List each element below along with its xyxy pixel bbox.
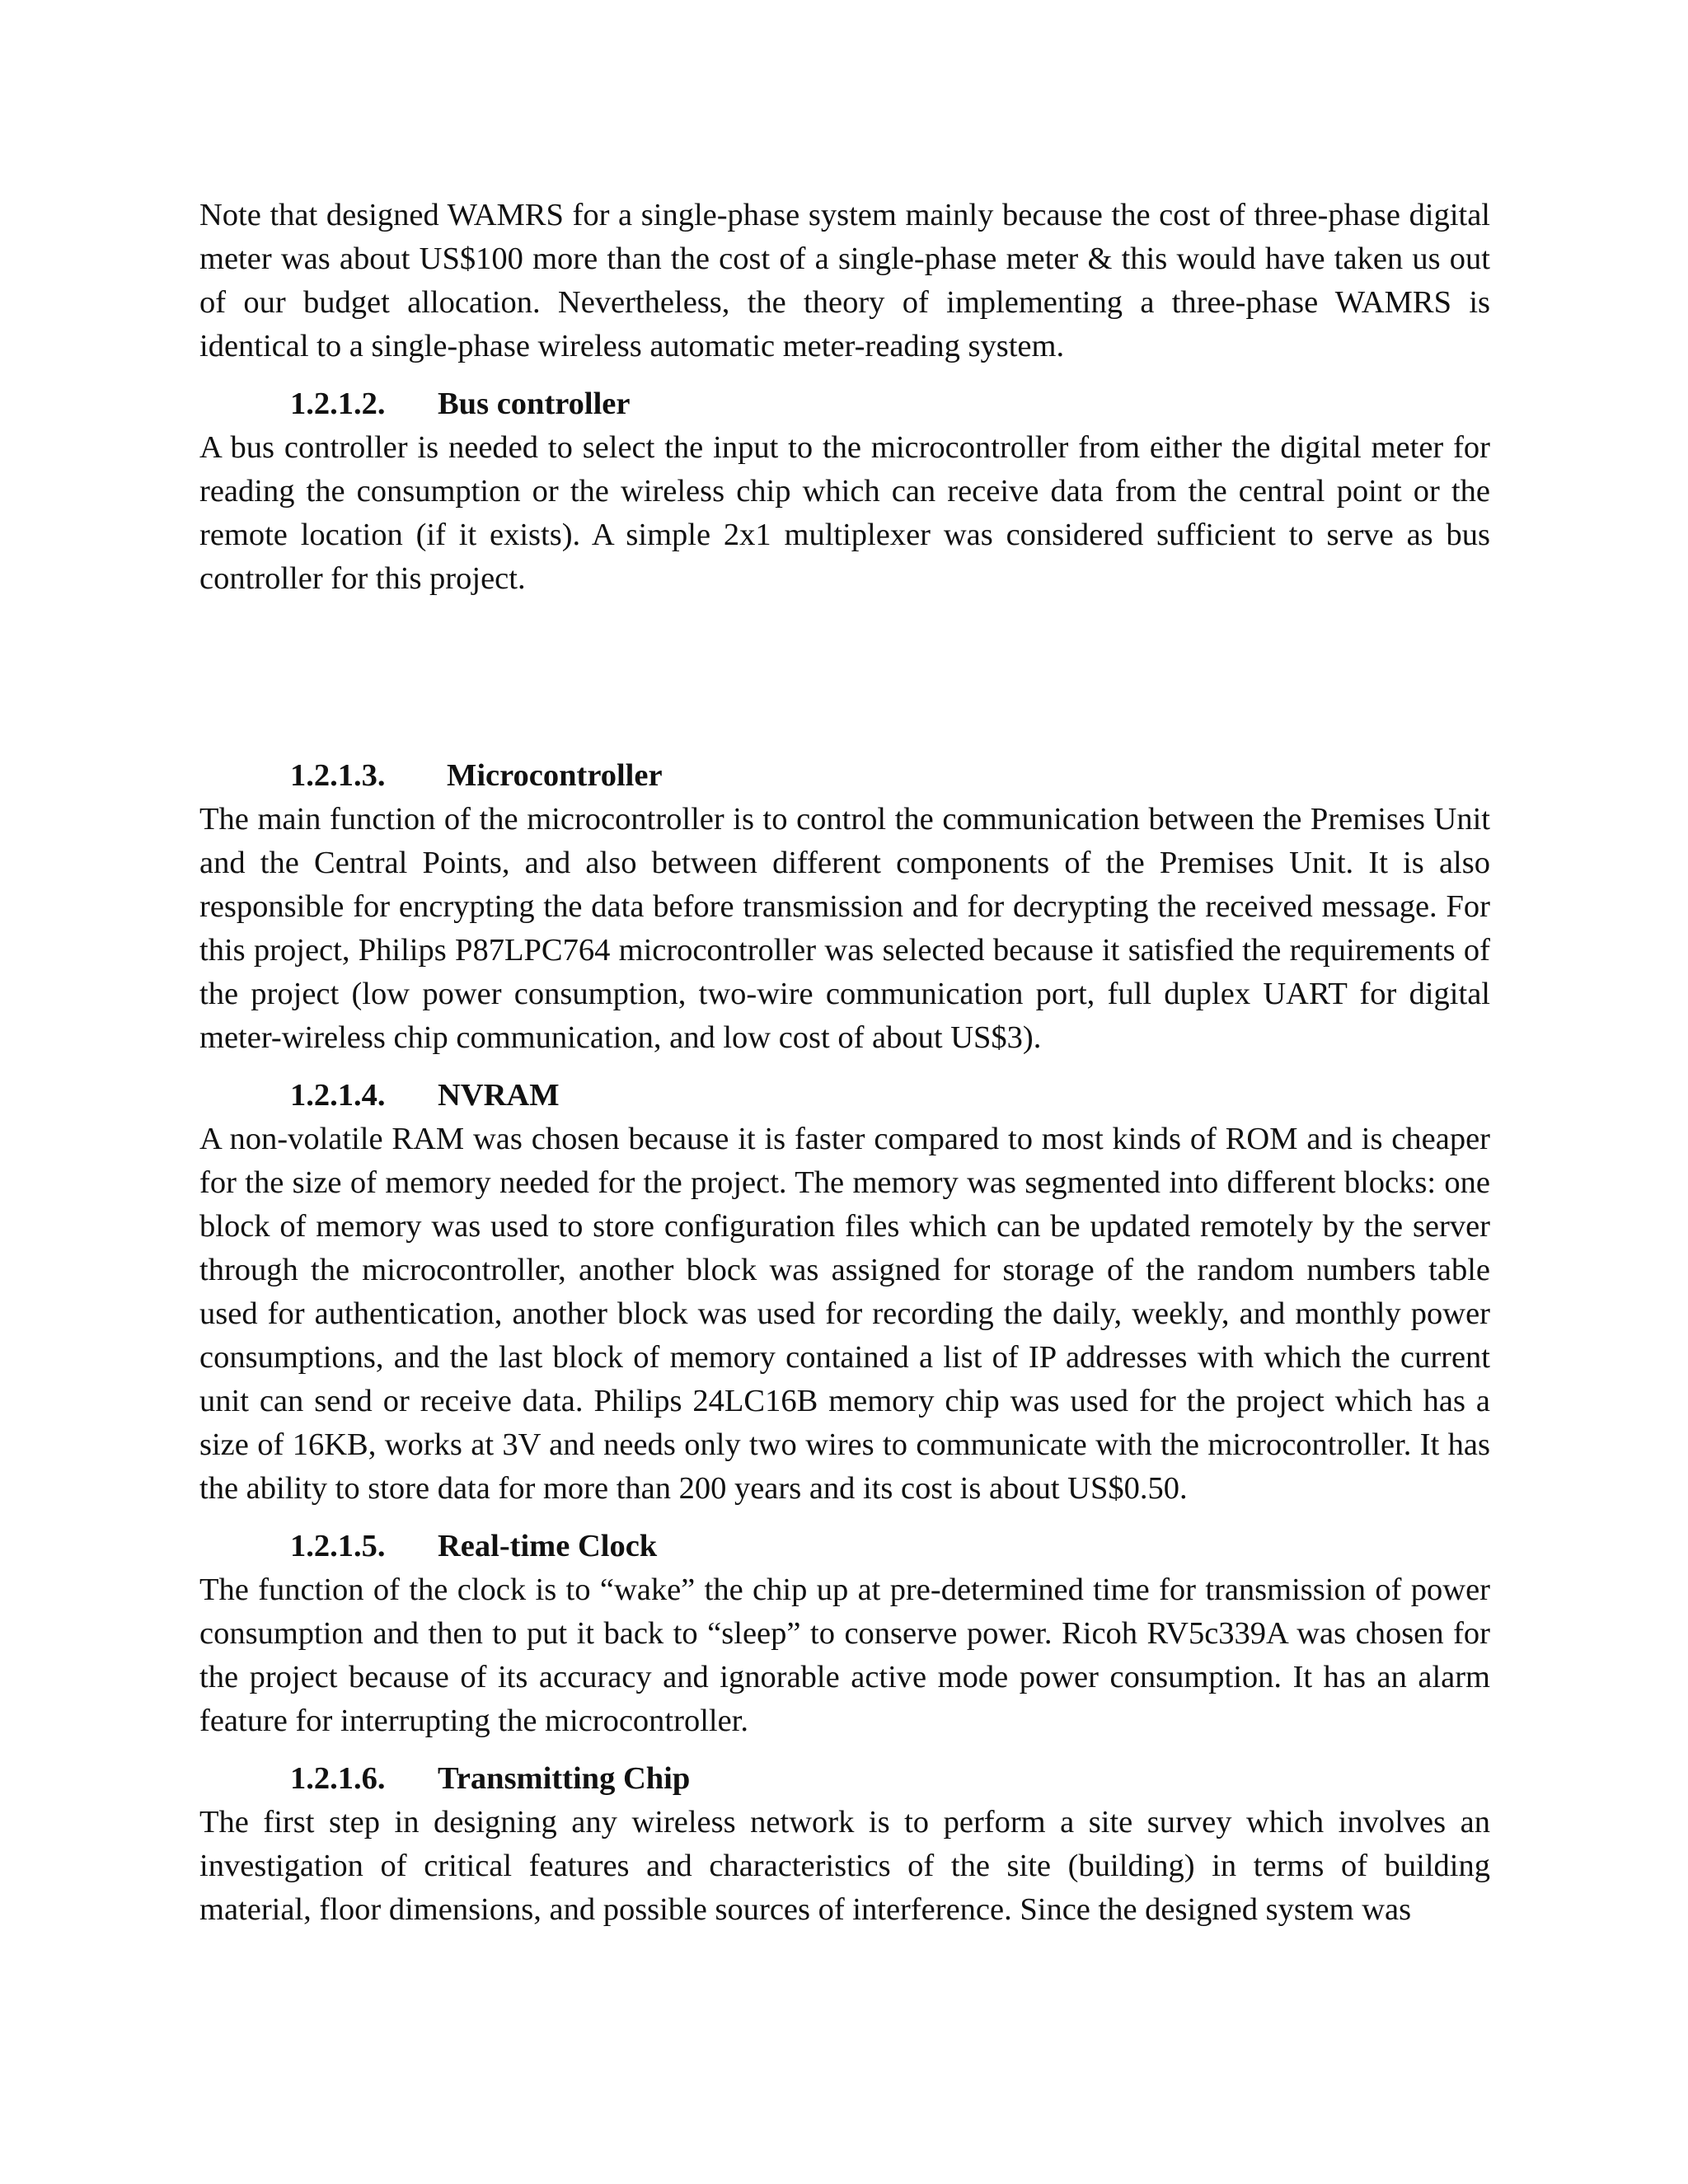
section-heading-microcontroller xyxy=(199,754,1490,798)
section-number: 1.2.1.5. xyxy=(290,1529,386,1563)
section-body-real-time-clock: The function of the clock is to “wake” the chip up at pre-determined time for transmission of power consumption and then to put it back to “sleep” to conserve power. Ricoh RV5c339A was chosen for the project because of its accuracy and ignorable active mode power consumption. It has an alarm feature for interrupting the microcontroller. xyxy=(199,1572,1490,1738)
section-title: Real-time Clock xyxy=(438,1529,658,1563)
section-number: 1.2.1.6. xyxy=(290,1761,386,1796)
section-body-microcontroller: The main function of the microcontroller is to control the communication between the Premises Unit and the Central Points, and also between different components of the Premises Unit. It is also responsible for encrypting the data before transmission and for decrypting the received message. For this project, Philips P87LPC764 microcontroller was selected because it satisfied the requirements of the project (low power consumption, two-wire communication port, full duplex UART for digital meter-wireless chip communication, and low cost of about US$3). xyxy=(199,802,1490,1055)
section-heading-bus-controller xyxy=(199,382,1490,426)
section-title: Microcontroller xyxy=(447,758,663,793)
section-title: NVRAM xyxy=(438,1078,560,1113)
section-body-nvram: A non-volatile RAM was chosen because it is faster compared to most kinds of ROM and is cheaper for the size of memory needed for the project. The memory was segmented into different blocks: one block of memory was used to store configuration files which can be updated remotely by the server through the microcontroller, another block was assigned for storage of the random numbers table used for authentication, another block was used for recording the daily, weekly, and monthly power consumptions, and the last block of memory contained a list of IP addresses with which the current unit can send or receive data. Philips 24LC16B memory chip was used for the project which has a size of 16KB, works at 3V and needs only two wires to communicate with the microcontroller. It has the ability to store data for more than 200 years and its cost is about US$0.50. xyxy=(199,1122,1490,1506)
section-number: 1.2.1.3. xyxy=(290,758,386,793)
section-number: 1.2.1.4. xyxy=(290,1078,386,1113)
document-page xyxy=(199,194,1490,1932)
section-heading-nvram xyxy=(199,1074,1490,1118)
section-heading-transmitting-chip xyxy=(199,1757,1490,1801)
section-title: Bus controller xyxy=(438,387,631,421)
intro-paragraph: Note that designed WAMRS for a single-phase system mainly because the cost of three-phase digital meter was about US$100 more than the cost of a single-phase meter & this would have taken us out of our budget allocation. Nevertheless, the theory of implementing a three-phase WAMRS is identical to a single-phase wireless automatic meter-reading system. xyxy=(199,198,1490,363)
section-title: Transmitting Chip xyxy=(438,1761,691,1796)
section-heading-real-time-clock xyxy=(199,1525,1490,1568)
section-body-bus-controller: A bus controller is needed to select the input to the microcontroller from either the digital meter for reading the consumption or the wireless chip which can receive data from the central point or the remote location (if it exists). A simple 2x1 multiplexer was considered sufficient to serve as bus controller for this project. xyxy=(199,430,1490,596)
section-body-transmitting-chip: The first step in designing any wireless network is to perform a site survey which involves an investigation of critical features and characteristics of the site (building) in terms of building material, floor dimensions, and possible sources of interference. Since the designed system was xyxy=(199,1805,1490,1927)
section-number: 1.2.1.2. xyxy=(290,387,386,421)
